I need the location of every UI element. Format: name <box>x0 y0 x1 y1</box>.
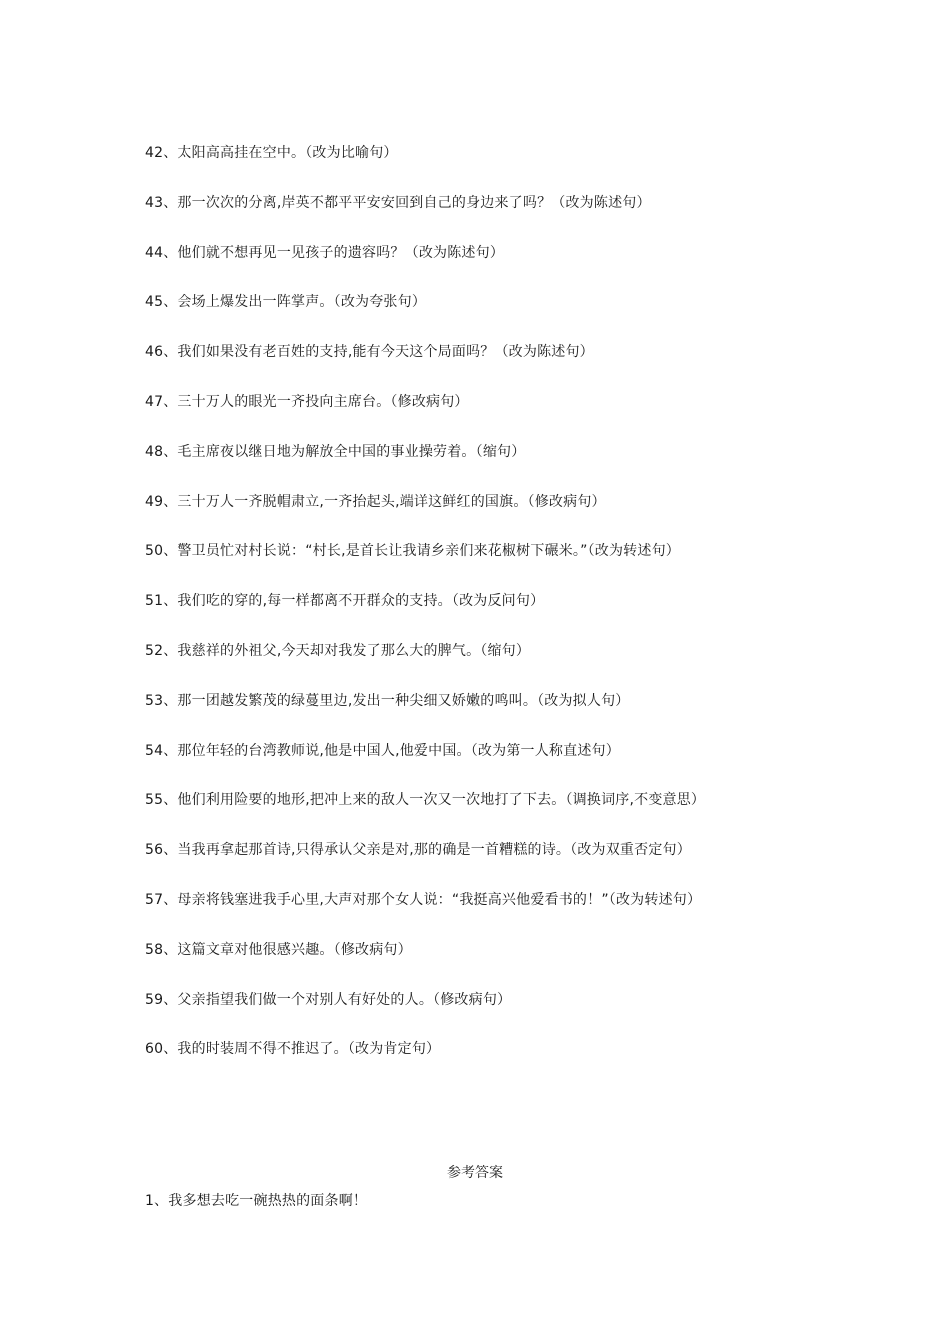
question-item: 47、三十万人的眼光一齐投向主席台。（修改病句） <box>145 393 469 410</box>
question-list <box>145 142 845 1088</box>
question-item: 56、当我再拿起那首诗,只得承认父亲是对,那的确是一首糟糕的诗。（改为双重否定句） <box>145 842 691 859</box>
answer-item: 1、我多想去吃一碗热热的面条啊！ <box>145 1193 368 1209</box>
question-item: 57、母亲将钱塞进我手心里,大声对那个女人说：“我挺高兴他爱看书的！”（改为转述句） <box>145 891 702 908</box>
question-item: 48、毛主席夜以继日地为解放全中国的事业操劳着。（缩句） <box>145 443 526 460</box>
question-item: 54、那位年轻的台湾教师说,他是中国人,他爱中国。（改为第一人称直述句） <box>145 742 620 759</box>
question-item: 43、那一次次的分离,岸英不都平平安安回到自己的身边来了吗？（改为陈述句） <box>145 194 651 211</box>
question-item: 50、警卫员忙对村长说：“村长,是首长让我请乡亲们来花椒树下碾米。”（改为转述句） <box>145 543 680 560</box>
question-item: 52、我慈祥的外祖父,今天却对我发了那么大的脾气。（缩句） <box>145 642 531 659</box>
question-item: 46、我们如果没有老百姓的支持,能有今天这个局面吗？（改为陈述句） <box>145 344 594 361</box>
question-item: 53、那一团越发繁茂的绿蔓里边,发出一种尖细又娇嫩的鸣叫。（改为拟人句） <box>145 692 630 709</box>
question-item: 49、三十万人一齐脱帽肃立,一齐抬起头,端详这鲜红的国旗。（修改病句） <box>145 493 606 510</box>
question-item: 58、这篇文章对他很感兴趣。（修改病句） <box>145 941 412 958</box>
question-item: 51、我们吃的穿的,每一样都离不开群众的支持。（改为反问句） <box>145 593 545 610</box>
question-item: 44、他们就不想再见一见孩子的遗容吗？（改为陈述句） <box>145 244 505 261</box>
answers-heading: 参考答案 <box>447 1165 503 1181</box>
question-item: 55、他们利用险要的地形,把冲上来的敌人一次又一次地打了下去。（调换词序,不变意思） <box>145 792 706 809</box>
question-item: 42、太阳高高挂在空中。（改为比喻句） <box>145 145 398 161</box>
question-item: 60、我的时装周不得不推迟了。（改为肯定句） <box>145 1041 441 1058</box>
question-item: 59、父亲指望我们做一个对别人有好处的人。（修改病句） <box>145 991 512 1008</box>
question-item: 45、会场上爆发出一阵掌声。（改为夸张句） <box>145 294 427 311</box>
